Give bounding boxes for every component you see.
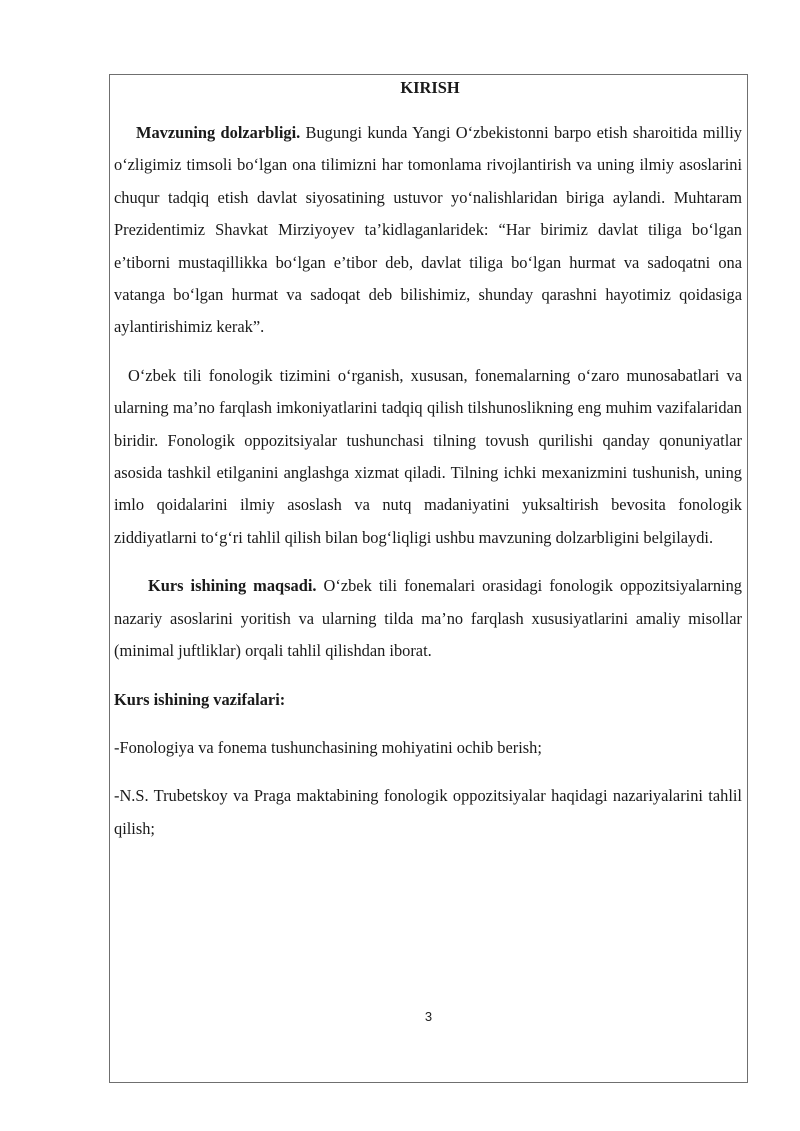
page-number: 3 <box>424 1009 433 1024</box>
paragraph-phonology: O‘zbek tili fonologik tizimini o‘rganish, xususan, fonemalarning o‘zaro munosabatlari va ularning ma’no farqlash imkoniyatlarini tadqiq qilish tilshunoslikning eng muhim vazifalaridan biridir. Fonologik oppozitsiyalar tushunchasi tilning tovush qurilishi qanday qonuniyatlar asosida tashkil etilganini anglashga xizmat qiladi. Tilning ichki mexanizmini tushunish, uning imlo qoidalarini ilmiy asoslash va nutq madaniyatini yuksaltirish bevosita fonologik ziddiyatlarni to‘g‘ri tahlil qilish bilan bog‘liqligi ushbu mavzuning dolzarbligini belgilaydi. <box>114 365 742 547</box>
section-heading: KIRISH <box>400 78 460 97</box>
document-body <box>114 78 742 845</box>
paragraph-goal <box>114 570 742 667</box>
paragraph-lead-relevance: Mavzuning dolzarbligi. <box>136 123 301 142</box>
paragraph-relevance <box>114 117 742 344</box>
paragraph-text-relevance: Bugungi kunda Yangi O‘zbekistonni barpo etish sharoitida milliy o‘zligimiz timsoli bo‘lgan ona tilimizni har tomonlama rivojlantirish va uning ilmiy asoslarini chuqur tadqiq etish davlat siyosatining ustuvor yo‘nalishlaridan biriga aylandi. Muhtaram Prezidentimiz Shavkat Mirziyoyev ta’kidlaganlaridek: “Har birimiz davlat tiliga bo‘lgan e’tiborni mustaqillikka bo‘lgan e’tibor deb, davlat tiliga bo‘lgan hurmat va sadoqatni ona vatanga bo‘lgan hurmat va sadoqat deb bilishimiz, shunday qarashni hayotimiz qoidasiga aylantirishimiz kerak”. <box>114 123 742 337</box>
task-item-1: -Fonologiya va fonema tushunchasining mohiyatini ochib berish; <box>114 737 542 757</box>
task-item-2: -N.S. Trubetskoy va Praga maktabining fonologik oppozitsiyalar haqidagi nazariyalarini tahlil qilish; <box>114 786 742 838</box>
paragraph-text-goal: O‘zbek tili fonemalari orasidagi fonologik oppozitsiyalarning nazariy asoslarini yoritish va ularning tilda ma’no farqlash xususiyatlarini amaliy misollar (minimal juftliklar) orqali tahlil qilishdan iborat. <box>114 576 742 661</box>
tasks-heading-text: Kurs ishining vazifalari: <box>114 689 286 709</box>
tasks-heading <box>114 684 742 716</box>
paragraph-lead-goal: Kurs ishining maqsadi. <box>148 576 317 596</box>
